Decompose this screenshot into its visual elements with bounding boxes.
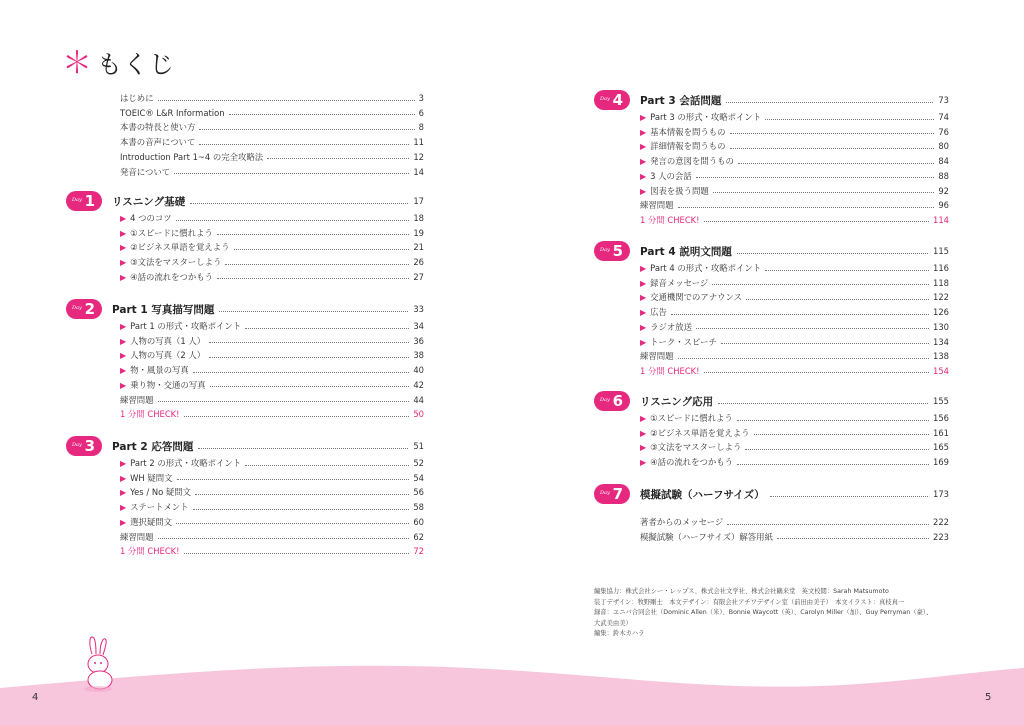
dot-leader bbox=[209, 357, 409, 358]
toc-entry-label: 1 分間 CHECK! bbox=[640, 365, 700, 376]
dot-leader bbox=[721, 343, 929, 344]
toc-entry bbox=[640, 335, 949, 349]
toc-entry-label: はじめに bbox=[120, 93, 154, 103]
day-title: リスニング基礎 bbox=[112, 195, 186, 208]
toc-entry-page: 76 bbox=[938, 126, 949, 137]
page-number-right: 5 bbox=[985, 692, 992, 703]
toc-entry-label: ▶ 詳細情報を問うもの bbox=[640, 140, 726, 152]
dot-leader bbox=[184, 553, 410, 554]
day-title: Part 1 写真描写問題 bbox=[112, 303, 215, 316]
toc-entry bbox=[640, 154, 949, 168]
toc-entry-label: ▶ Part 2 の形式・攻略ポイント bbox=[120, 457, 241, 469]
toc-entry bbox=[120, 106, 424, 120]
toc-entry-label: ▶ ④話の流れをつかもう bbox=[120, 271, 213, 283]
toc-entry-page: 156 bbox=[933, 413, 949, 423]
toc-entry-page: 56 bbox=[413, 487, 424, 498]
toc-entry-page: 52 bbox=[413, 458, 424, 468]
toc-entry bbox=[120, 515, 424, 529]
dot-leader bbox=[726, 102, 933, 103]
toc-entry-page: 60 bbox=[413, 516, 424, 527]
dot-leader bbox=[209, 342, 409, 343]
dot-leader bbox=[234, 249, 410, 250]
dot-leader bbox=[712, 284, 929, 285]
toc-entry-page: 84 bbox=[938, 156, 949, 167]
toc-entry-page: 92 bbox=[938, 185, 949, 196]
toc-entry-page: 19 bbox=[413, 227, 424, 238]
dot-leader bbox=[184, 416, 410, 417]
toc-entry bbox=[120, 255, 424, 269]
toc-entry-page: 72 bbox=[413, 546, 424, 557]
dot-leader bbox=[195, 494, 409, 495]
page-number-left: 4 bbox=[32, 692, 39, 703]
toc-entry bbox=[120, 456, 424, 470]
toc-entry bbox=[640, 261, 949, 275]
dot-leader bbox=[193, 372, 410, 373]
day-badge-number: 2 bbox=[84, 300, 95, 318]
credit-line: 編集協力：株式会社シー・レップス、株式会社文学社、株式会社鷗来堂 英文校閲：Sarah Matsumoto bbox=[594, 588, 889, 595]
day-badge-word: Day bbox=[72, 305, 82, 311]
toc-entry-page: 118 bbox=[933, 277, 949, 288]
dot-leader bbox=[745, 449, 929, 450]
toc-entry-label: 発音について bbox=[120, 166, 171, 177]
day-page: 51 bbox=[413, 441, 424, 451]
toc-entry bbox=[120, 270, 424, 284]
dot-leader bbox=[696, 328, 929, 329]
toc-entry-label: ▶ Part 4 の形式・攻略ポイント bbox=[640, 262, 761, 274]
toc-entry-page: 18 bbox=[413, 213, 424, 223]
dot-leader bbox=[177, 479, 410, 480]
day-page: 155 bbox=[933, 396, 949, 406]
toc-entry bbox=[640, 276, 949, 290]
toc-entry-label: ▶ ラジオ放送 bbox=[640, 321, 692, 333]
toc-entry-label: 本書の特長と使い方 bbox=[120, 122, 196, 133]
toc-entry-label: 練習問題 bbox=[640, 351, 674, 362]
toc-entry-label: Introduction Part 1~4 の完全攻略法 bbox=[120, 151, 264, 162]
day-page: 33 bbox=[413, 304, 424, 314]
day-badge-word: Day bbox=[600, 490, 610, 496]
dot-leader bbox=[678, 207, 935, 208]
day-page: 17 bbox=[413, 196, 424, 206]
toc-entry-label: ▶ ④話の流れをつかもう bbox=[640, 456, 733, 468]
dot-leader bbox=[754, 434, 929, 435]
day-title: Part 4 説明文問題 bbox=[640, 245, 732, 258]
pink-wave bbox=[0, 666, 1024, 726]
toc-entry bbox=[640, 515, 949, 529]
dot-leader bbox=[777, 538, 929, 539]
dot-leader bbox=[671, 314, 929, 315]
toc-entry-label: ▶ ③文法をマスターしよう bbox=[640, 441, 741, 453]
toc-entry bbox=[120, 485, 424, 499]
dot-leader bbox=[718, 403, 928, 404]
dot-leader bbox=[730, 148, 935, 149]
day-badge-word: Day bbox=[600, 96, 610, 102]
toc-entry-label: ▶ 録音メッセージ bbox=[640, 277, 708, 289]
toc-entry-page: 11 bbox=[413, 137, 424, 148]
toc-entry-page: 62 bbox=[413, 531, 424, 542]
toc-entry-label: ▶ 4 つのコツ bbox=[120, 212, 172, 224]
credit-line: 大武美由美） bbox=[594, 619, 632, 627]
day-header bbox=[594, 484, 949, 504]
toc-entry bbox=[640, 213, 949, 227]
toc-entry-page: 6 bbox=[418, 107, 424, 118]
toc-entry-label: ▶ Part 3 の形式・攻略ポイント bbox=[640, 111, 761, 123]
toc-entry-page: 116 bbox=[933, 263, 949, 273]
dot-leader bbox=[225, 264, 409, 265]
toc-entry-label: 1 分間 CHECK! bbox=[120, 409, 180, 420]
day-badge-word: Day bbox=[600, 247, 610, 253]
page-title bbox=[62, 38, 175, 82]
toc-entry-label: ▶ ①スピードに慣れよう bbox=[640, 412, 733, 424]
dot-leader bbox=[765, 119, 934, 120]
dot-leader bbox=[158, 100, 415, 101]
toc-entry-label: ▶ 発言の意図を問うもの bbox=[640, 155, 734, 167]
toc-entry-page: 21 bbox=[413, 242, 424, 253]
toc-entry-page: 54 bbox=[413, 472, 424, 483]
dot-leader bbox=[217, 234, 410, 235]
toc-entry-page: 122 bbox=[933, 292, 949, 303]
toc-entry-page: 42 bbox=[413, 379, 424, 390]
day-header bbox=[66, 191, 424, 211]
toc-entry-page: 58 bbox=[413, 502, 424, 513]
day-header bbox=[594, 90, 949, 110]
day-page: 173 bbox=[933, 489, 949, 499]
toc-entry-page: 222 bbox=[933, 517, 949, 527]
toc-entry-label: ▶ 交通機関でのアナウンス bbox=[640, 291, 742, 303]
toc-entry-label: ▶ 広告 bbox=[640, 306, 667, 318]
dot-leader bbox=[245, 328, 409, 329]
toc-entry-label: ▶ ステートメント bbox=[120, 501, 189, 513]
dot-leader bbox=[210, 386, 410, 387]
day-badge-number: 1 bbox=[84, 192, 95, 210]
credit-line: 装丁デザイン：牧野剛士 本文デザイン：有限会社アチワデザイン室（前田由美子） 本文イラスト：真枝真一 bbox=[594, 598, 905, 606]
day-title: リスニング応用 bbox=[640, 395, 714, 408]
toc-entry-label: ▶ 基本情報を問うもの bbox=[640, 126, 726, 138]
toc-entry-label: ▶ トーク・スピーチ bbox=[640, 336, 717, 348]
day-header bbox=[66, 436, 424, 456]
dot-leader bbox=[737, 420, 929, 421]
day-badge-number: 7 bbox=[612, 485, 623, 503]
toc-entry bbox=[120, 407, 424, 421]
dot-leader bbox=[737, 464, 929, 465]
toc-entry-page: 130 bbox=[933, 321, 949, 332]
toc-entry bbox=[640, 411, 949, 425]
toc-entry-page: 154 bbox=[933, 365, 949, 376]
toc-entry-page: 50 bbox=[413, 409, 424, 420]
toc-entry-label: 本書の音声について bbox=[120, 137, 196, 148]
toc-entry bbox=[120, 211, 424, 225]
day-header bbox=[594, 241, 949, 261]
toc-entry bbox=[640, 125, 949, 139]
toc-entry-label: ▶ Part 1 の形式・攻略ポイント bbox=[120, 320, 241, 332]
toc-entry-label: 1 分間 CHECK! bbox=[120, 546, 180, 557]
toc-entry-label: 練習問題 bbox=[120, 531, 154, 542]
toc-entry-label: ▶ ②ビジネス単語を覚えよう bbox=[120, 241, 230, 253]
toc-entry-page: 80 bbox=[938, 141, 949, 152]
day-title: Part 2 応答問題 bbox=[112, 440, 194, 453]
toc-entry-label: 著者からのメッセージ bbox=[640, 517, 724, 527]
dot-leader bbox=[190, 203, 408, 204]
dot-leader bbox=[158, 401, 410, 402]
toc-entry-page: 138 bbox=[933, 351, 949, 362]
day-badge-word: Day bbox=[600, 397, 610, 403]
toc-entry bbox=[120, 471, 424, 485]
toc-entry-label: ▶ 人物の写真（1 人） bbox=[120, 335, 205, 347]
toc-entry bbox=[640, 440, 949, 454]
dot-leader bbox=[746, 299, 929, 300]
toc-entry-page: 38 bbox=[413, 350, 424, 361]
toc-entry bbox=[120, 544, 424, 558]
toc-entry-label: ▶ 選択疑問文 bbox=[120, 516, 172, 528]
toc-entry bbox=[120, 135, 424, 149]
dot-leader bbox=[176, 220, 410, 221]
toc-entry bbox=[640, 320, 949, 334]
toc-entry bbox=[120, 393, 424, 407]
title-text: もくじ bbox=[97, 50, 176, 79]
day-badge-number: 4 bbox=[612, 91, 623, 109]
toc-entry-page: 88 bbox=[938, 170, 949, 181]
toc-entry bbox=[120, 150, 424, 164]
toc-entry bbox=[120, 500, 424, 514]
dot-leader bbox=[713, 192, 935, 193]
toc-entry bbox=[640, 139, 949, 153]
toc-entry bbox=[120, 319, 424, 333]
day-badge-number: 3 bbox=[84, 437, 95, 455]
toc-entry bbox=[640, 349, 949, 363]
toc-entry bbox=[120, 348, 424, 362]
toc-entry-label: ▶ 人物の写真（2 人） bbox=[120, 349, 205, 361]
toc-entry-page: 36 bbox=[413, 335, 424, 346]
toc-entry-page: 126 bbox=[933, 307, 949, 318]
toc-entry bbox=[640, 110, 949, 124]
day-header bbox=[594, 391, 949, 411]
day-page: 73 bbox=[938, 95, 949, 105]
day-badge bbox=[594, 484, 630, 504]
toc-entry-label: 練習問題 bbox=[640, 200, 674, 211]
dot-leader bbox=[199, 129, 414, 130]
toc-entry bbox=[640, 184, 949, 198]
toc-entry bbox=[120, 363, 424, 377]
toc-entry bbox=[640, 305, 949, 319]
toc-entry bbox=[120, 165, 424, 179]
day-badge-number: 6 bbox=[612, 392, 623, 410]
day-badge bbox=[66, 299, 102, 319]
dot-leader bbox=[193, 509, 410, 510]
toc-entry-label: 練習問題 bbox=[120, 394, 154, 405]
credits bbox=[594, 587, 984, 640]
toc-entry-label: 模擬試験（ハーフサイズ）解答用紙 bbox=[640, 531, 773, 542]
dot-leader bbox=[738, 163, 934, 164]
toc-entry-label: TOEIC® L&R Information bbox=[120, 107, 225, 118]
dot-leader bbox=[267, 158, 409, 159]
toc-entry bbox=[120, 120, 424, 134]
toc-entry-page: 74 bbox=[938, 112, 949, 122]
toc-entry bbox=[640, 198, 949, 212]
toc-entry-label: ▶ 物・風景の写真 bbox=[120, 364, 189, 376]
dot-leader bbox=[219, 311, 408, 312]
toc-entry-page: 34 bbox=[413, 321, 424, 331]
toc-entry-page: 44 bbox=[413, 394, 424, 405]
toc-entry-page: 223 bbox=[933, 531, 949, 542]
toc-entry bbox=[120, 334, 424, 348]
toc-entry bbox=[120, 226, 424, 240]
credit-line: 編集：鈴木カハラ bbox=[594, 630, 645, 637]
toc-entry bbox=[640, 530, 949, 544]
day-badge bbox=[594, 241, 630, 261]
toc-entry-page: 114 bbox=[933, 214, 949, 225]
toc-entry-page: 12 bbox=[413, 151, 424, 162]
dot-leader bbox=[174, 173, 409, 174]
day-badge-number: 5 bbox=[612, 242, 623, 260]
asterisk-icon: ＊ bbox=[62, 46, 93, 81]
toc-entry-page: 134 bbox=[933, 336, 949, 347]
dot-leader bbox=[730, 133, 935, 134]
day-title: Part 3 会話問題 bbox=[640, 94, 722, 107]
toc-entry-page: 96 bbox=[938, 200, 949, 211]
toc-entry-page: 161 bbox=[933, 427, 949, 438]
toc-entry-label: ▶ WH 疑問文 bbox=[120, 472, 173, 484]
toc-entry bbox=[120, 240, 424, 254]
day-title: 模擬試験（ハーフサイズ） bbox=[640, 488, 765, 501]
toc-entry bbox=[640, 364, 949, 378]
day-page: 115 bbox=[933, 246, 949, 256]
toc-entry-label: ▶ ②ビジネス単語を覚えよう bbox=[640, 427, 750, 439]
toc-entry-label: ▶ 乗り物・交通の写真 bbox=[120, 379, 206, 391]
toc-entry bbox=[120, 378, 424, 392]
dot-leader bbox=[158, 538, 410, 539]
dot-leader bbox=[176, 523, 409, 524]
dot-leader bbox=[678, 358, 930, 359]
day-badge bbox=[594, 391, 630, 411]
day-badge bbox=[66, 191, 102, 211]
dot-leader bbox=[229, 114, 415, 115]
toc-entry-page: 8 bbox=[418, 122, 424, 133]
dot-leader bbox=[737, 253, 928, 254]
dot-leader bbox=[770, 496, 928, 497]
toc-entry bbox=[640, 455, 949, 469]
dot-leader bbox=[696, 177, 935, 178]
dot-leader bbox=[727, 524, 929, 525]
toc-entry-label: ▶ 図表を扱う問題 bbox=[640, 185, 709, 197]
day-badge bbox=[66, 436, 102, 456]
dot-leader bbox=[245, 465, 409, 466]
toc-entry-page: 27 bbox=[413, 271, 424, 282]
toc-entry-page: 26 bbox=[413, 257, 424, 268]
day-badge-word: Day bbox=[72, 197, 82, 203]
toc-entry-page: 3 bbox=[418, 93, 424, 103]
day-badge-word: Day bbox=[72, 442, 82, 448]
dot-leader bbox=[704, 372, 929, 373]
dot-leader bbox=[765, 270, 929, 271]
toc-entry-page: 40 bbox=[413, 365, 424, 376]
day-header bbox=[66, 299, 424, 319]
toc-entry bbox=[640, 426, 949, 440]
dot-leader bbox=[198, 448, 408, 449]
toc-entry-page: 14 bbox=[413, 166, 424, 177]
toc-entry bbox=[640, 290, 949, 304]
toc-entry-page: 165 bbox=[933, 442, 949, 453]
dot-leader bbox=[199, 144, 409, 145]
toc-entry-page: 169 bbox=[933, 457, 949, 468]
toc-entry bbox=[120, 91, 424, 105]
toc-entry-label: ▶ ③文法をマスターしよう bbox=[120, 256, 221, 268]
toc-entry-label: 1 分間 CHECK! bbox=[640, 214, 700, 225]
toc-entry-label: ▶ 3 人の会話 bbox=[640, 170, 692, 182]
dot-leader bbox=[704, 221, 929, 222]
toc-entry bbox=[120, 530, 424, 544]
day-badge bbox=[594, 90, 630, 110]
dot-leader bbox=[217, 278, 409, 279]
toc-entry bbox=[640, 169, 949, 183]
credit-line: 録音：ユニバ合同会社（Dominic Allen（米）、Bonnie Waycott（英）、Carolyn Miller（加）、Guy Perryman（豪）、 bbox=[594, 609, 933, 616]
toc-entry-label: ▶ Yes / No 疑問文 bbox=[120, 486, 191, 498]
toc-entry-label: ▶ ①スピードに慣れよう bbox=[120, 227, 213, 239]
